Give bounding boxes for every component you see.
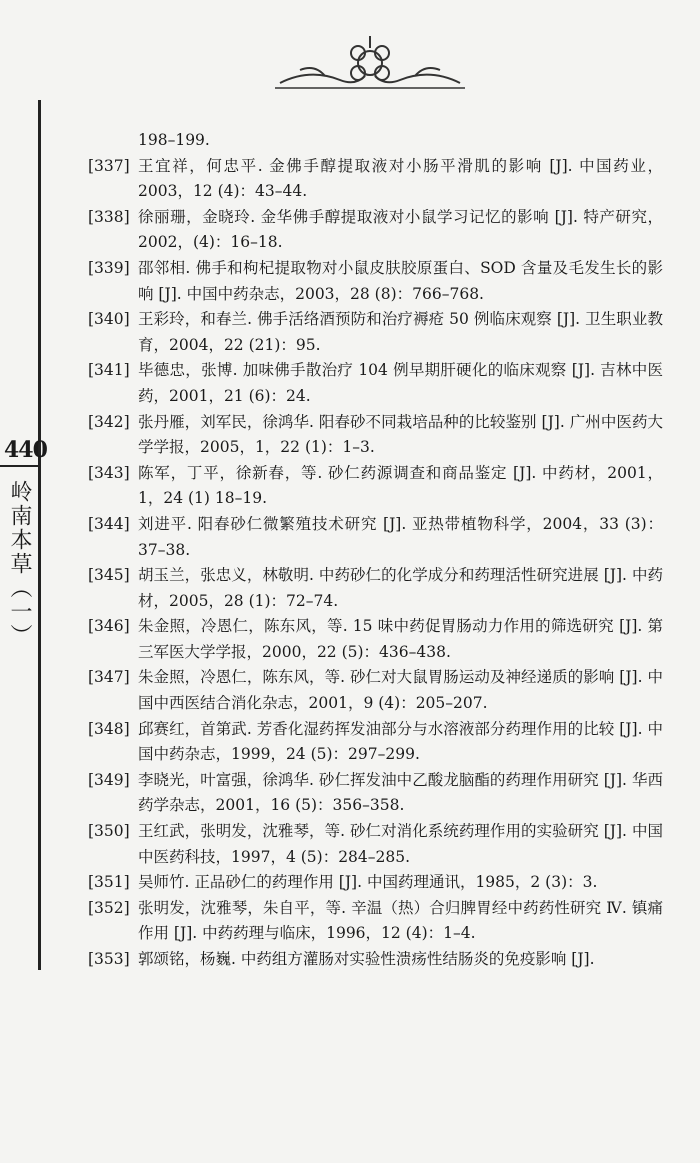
reference-number: [352] (88, 898, 130, 917)
reference-item (88, 461, 663, 512)
reference-text: 王红武，张明发，沈雅琴，等. 砂仁对消化系统药理作用的实验研究 [J]. 中国中医药科技，1997，4 (5)：284–285. (138, 822, 663, 866)
continuation-line: 198–199. (138, 131, 210, 149)
reference-number: [345] (88, 566, 130, 585)
page-number-underline (0, 465, 40, 467)
reference-item (88, 512, 663, 563)
reference-number: [351] (88, 873, 130, 892)
reference-item (88, 768, 663, 819)
reference-number: [343] (88, 463, 130, 482)
reference-text: 王宜祥，何忠平. 金佛手醇提取液对小肠平滑肌的影响 [J]. 中国药业，2003，12 (4)：43–44. (138, 156, 663, 201)
margin-rule (38, 100, 41, 970)
reference-item (88, 947, 663, 973)
reference-text: 邵邻相. 佛手和枸杞提取物对小鼠皮肤胶原蛋白、SOD 含量及毛发生长的影响 [J]. 中国中药杂志，2003，28 (8)：766–768. (138, 258, 663, 303)
reference-text: 李晓光，叶富强，徐鸿华. 砂仁挥发油中乙酸龙脑酯的药理作用研究 [J]. 华西药学杂志，2001，16 (5)：356–358. (138, 770, 663, 815)
reference-number: [341] (88, 361, 130, 380)
reference-number: [337] (88, 156, 130, 175)
reference-text: 毕德忠，张博. 加味佛手散治疗 104 例早期肝硬化的临床观察 [J]. 吉林中医药，2001，21 (6)：24. (138, 361, 663, 405)
reference-text: 郭颂铭，杨巍. 中药组方灌肠对实验性溃疡性结肠炎的免疫影响 [J]. (138, 950, 595, 968)
reference-text: 吴师竹. 正品砂仁的药理作用 [J]. 中国药理通讯，1985，2 (3)：3. (138, 873, 598, 892)
reference-item (88, 410, 663, 461)
reference-text: 张丹雁，刘军民，徐鸿华. 阳春砂不同栽培品种的比较鉴别 [J]. 广州中医药大学学报，2005，1，22 (1)：1–3. (138, 412, 663, 457)
reference-number: [348] (88, 719, 130, 738)
page-number: 440 (4, 437, 47, 463)
reference-text: 朱金照，冷恩仁，陈东风，等. 15 味中药促胃肠动力作用的筛选研究 [J]. 第三军医大学学报，2000，22 (5)：436–438. (138, 617, 663, 661)
reference-list (88, 128, 663, 973)
reference-item (88, 665, 663, 716)
reference-number: [353] (88, 950, 130, 968)
reference-item (88, 614, 663, 665)
reference-number: [344] (88, 514, 130, 533)
reference-item (88, 358, 663, 409)
reference-item (88, 154, 663, 205)
reference-number: [340] (88, 310, 130, 329)
reference-text: 刘进平. 阳春砂仁微繁殖技术研究 [J]. 亚热带植物科学，2004，33 (3)：37–38. (138, 514, 663, 559)
reference-item (88, 717, 663, 768)
reference-number: [346] (88, 617, 130, 636)
reference-text: 徐丽珊，金晓玲. 金华佛手醇提取液对小鼠学习记忆的影响 [J]. 特产研究，2002，(4)：16–18. (138, 207, 663, 252)
reference-item (88, 563, 663, 614)
reference-item (88, 307, 663, 358)
decorative-ornament (270, 28, 470, 98)
reference-item (88, 256, 663, 307)
book-side-title: 岭南本草（一） (7, 480, 32, 648)
reference-item (88, 205, 663, 256)
reference-text: 朱金照，冷恩仁，陈东风，等. 砂仁对大鼠胃肠运动及神经递质的影响 [J]. 中国中西医结合消化杂志，2001，9 (4)：205–207. (138, 668, 663, 713)
reference-number: [339] (88, 258, 130, 277)
reference-text: 张明发，沈雅琴，朱自平，等. 辛温（热）合归脾胃经中药药性研究 Ⅳ. 镇痛作用 [J]. 中药药理与临床，1996，12 (4)：1–4. (138, 898, 663, 943)
reference-number: [347] (88, 668, 130, 687)
reference-number: [342] (88, 412, 130, 431)
reference-text: 陈军，丁平，徐新春，等. 砂仁药源调查和商品鉴定 [J]. 中药材，2001，1，24 (1) 18–19. (138, 463, 663, 508)
reference-text: 胡玉兰，张忠义，林敬明. 中药砂仁的化学成分和药理活性研究进展 [J]. 中药材，2005，28 (1)：72–74. (138, 566, 663, 610)
reference-number: [338] (88, 207, 130, 226)
reference-text: 王彩玲，和春兰. 佛手活络酒预防和治疗褥疮 50 例临床观察 [J]. 卫生职业教育，2004，22 (21)：95. (138, 310, 663, 354)
reference-text: 邱赛红，首第武. 芳香化湿药挥发油部分与水溶液部分药理作用的比较 [J]. 中国中药杂志，1999，24 (5)：297–299. (138, 719, 663, 764)
reference-number: [349] (88, 770, 130, 789)
reference-item (88, 896, 663, 947)
reference-item (88, 819, 663, 870)
reference-number: [350] (88, 822, 130, 841)
reference-item (88, 870, 663, 896)
